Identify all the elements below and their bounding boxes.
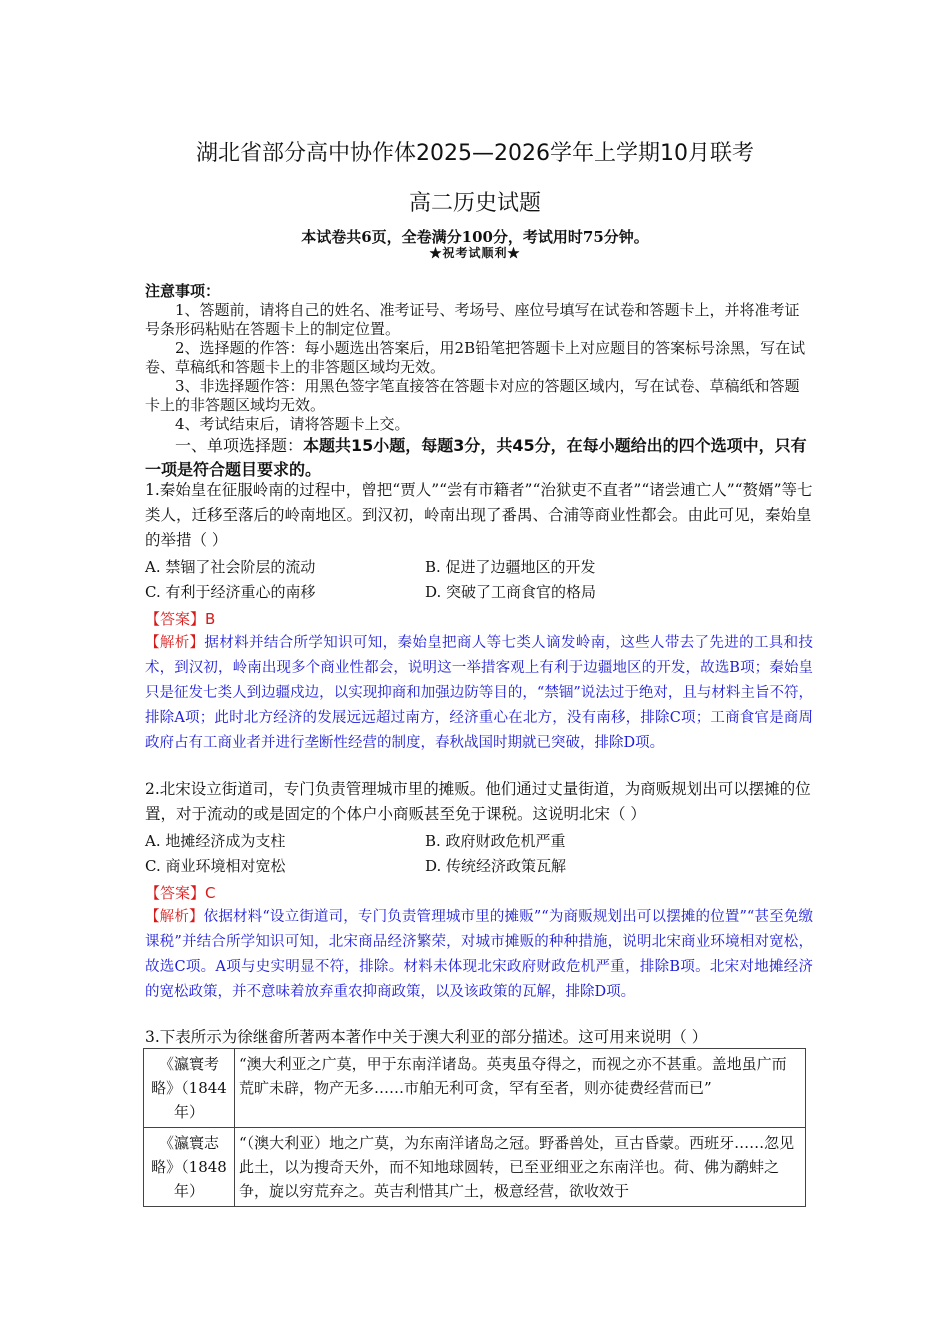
notice-item: 1、答题前，请将自己的姓名、准考证号、考场号、座位号填写在试卷和答题卡上，并将准考证号条形码粘贴在答题卡上的制定位置。 bbox=[145, 301, 800, 338]
answer-line bbox=[145, 607, 813, 631]
exam-title: 湖北省部分高中协作体2025—2026学年上学期10月联考 bbox=[196, 141, 754, 166]
section-instructions: 本题共15小题，每题3分，共45分，在每小题给出的四个选项中，只有一项是符合题目要求的。 bbox=[145, 436, 807, 479]
table-row bbox=[144, 1049, 806, 1128]
quote-cell: “（澳大利亚）地之广莫，为东南洋诸岛之冠。野番兽处，亘古昏蒙。西班牙……忽见此土，以为搜奇天外，而不知地球圆转，已至亚细亚之东南洋也。荷、佛为鹬蚌之争，旋以穷荒弃之。英吉利惜其广土，极意经营，欲收效于 bbox=[235, 1128, 806, 1207]
section-lead: 一、单项选择题： bbox=[175, 436, 304, 455]
answer-tag: 【答案】 bbox=[145, 610, 206, 628]
option-a: A. 地摊经济成为支柱 bbox=[145, 832, 286, 850]
option-c: C. 商业环境相对宽松 bbox=[145, 857, 286, 875]
options bbox=[145, 555, 813, 605]
source-table bbox=[143, 1048, 806, 1207]
question-stem: 3.下表所示为徐继畲所著两本著作中关于澳大利亚的部分描述。这可用来说明（ ） bbox=[145, 1028, 708, 1046]
notice-item: 3、非选择题作答：用黑色签字笔直接答在答题卡对应的答题区域内，写在试卷、草稿纸和答题卡上的非答题区域均无效。 bbox=[145, 377, 800, 414]
book-cell: 《瀛寰志略》（1848年） bbox=[144, 1128, 235, 1207]
option-d: D. 传统经济政策瓦解 bbox=[425, 857, 567, 875]
answer-tag: 【答案】 bbox=[145, 884, 206, 902]
notice-item: 2、选择题的作答：每小题选出答案后，用2B铅笔把答题卡上对应题目的答案标号涂黑，写在试卷、草稿纸和答题卡上的非答题区域均无效。 bbox=[145, 339, 806, 376]
explanation-text: 依据材料“设立街道司，专门负责管理城市里的摊贩”“为商贩规划出可以摆摊的位置”“甚至免缴课税”并结合所学知识可知，北宋商品经济繁荣，对城市摊贩的种种措施，说明北宋商业环境相对宽松，故选C项。A项与史实明显不符，排除。材料未体现北宋政府财政危机严重，排除B项。北宋对地摊经济的宽松政策，并不意味着放弃重农抑商政策，以及该政策的瓦解，排除D项。 bbox=[145, 909, 814, 1000]
answer-value: C bbox=[205, 884, 216, 902]
explanation-tag: 【解析】 bbox=[145, 909, 204, 925]
question-3 bbox=[145, 1025, 813, 1050]
question-1 bbox=[145, 478, 813, 756]
book-cell: 《瀛寰考略》（1844年） bbox=[144, 1049, 235, 1128]
quote-cell: “澳大利亚之广莫，甲于东南洋诸岛。英夷虽夺得之，而视之亦不甚重。盖地虽广而荒旷未辟，物产无多……市舶无利可贪，罕有至者，则亦徒费经营而已” bbox=[235, 1049, 806, 1128]
option-c: C. 有利于经济重心的南移 bbox=[145, 583, 316, 601]
option-b: B. 政府财政危机严重 bbox=[425, 832, 566, 850]
table-row bbox=[144, 1128, 806, 1207]
question-stem: 1.秦始皇在征服岭南的过程中，曾把“贾人”“尝有市籍者”“治狱吏不直者”“诸尝逋亡人”“赘婿”等七类人，迁移至落后的岭南地区。到汉初，岭南出现了番禺、合浦等商业性都会。由此可见，秦始皇的举措（ ） bbox=[145, 481, 813, 549]
answer-line bbox=[145, 881, 813, 905]
option-a: A. 禁锢了社会阶层的流动 bbox=[145, 558, 316, 576]
option-d: D. 突破了工商食官的格局 bbox=[425, 583, 597, 601]
question-2 bbox=[145, 777, 813, 1005]
notice-heading: 注意事项： bbox=[145, 282, 221, 300]
paper-subject-title: 高二历史试题 bbox=[408, 191, 541, 216]
exam-info: 本试卷共6页，全卷满分100分，考试用时75分钟。 bbox=[301, 228, 649, 246]
options bbox=[145, 829, 813, 879]
explanation bbox=[145, 631, 813, 756]
explanation-text: 据材料并结合所学知识可知，秦始皇把商人等七类人谪发岭南，这些人带去了先进的工具和技术，到汉初，岭南出现多个商业性都会，说明这一举措客观上有利于边疆地区的开发，故选B项；秦始皇只是征发七类人到边疆戍边，以实现抑商和加强边防等目的，“禁锢”说法过于绝对，且与材料主旨不符，排除A项；此时北方经济的发展远远超过南方，经济重心在北方，没有南移，排除C项；工商食官是商周政府占有工商业者并进行垄断性经营的制度，春秋战国时期就已突破，排除D项。 bbox=[145, 635, 814, 751]
notice-item: 4、考试结束后，请将答题卡上交。 bbox=[175, 415, 410, 433]
good-luck-line: ★祝考试顺利★ bbox=[429, 246, 521, 260]
section-heading bbox=[145, 434, 810, 482]
explanation-tag: 【解析】 bbox=[145, 635, 205, 651]
explanation bbox=[145, 905, 813, 1005]
answer-value: B bbox=[205, 610, 216, 628]
question-stem: 2.北宋设立街道司，专门负责管理城市里的摊贩。他们通过丈量街道，为商贩规划出可以摆摊的位置，对于流动的或是固定的个体户小商贩甚至免于课税。这说明北宋（ ） bbox=[145, 780, 811, 823]
notice-section bbox=[145, 282, 810, 434]
option-b: B. 促进了边疆地区的开发 bbox=[425, 558, 596, 576]
